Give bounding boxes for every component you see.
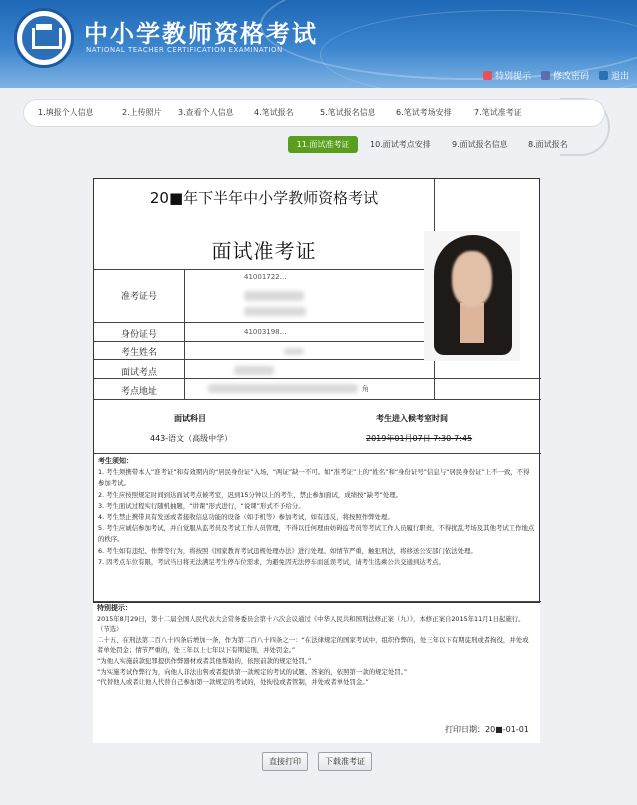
subject-value: 443-语文（高级中学） [150, 434, 233, 443]
step-10[interactable]: 10.面试考点安排 [370, 140, 431, 149]
redacted-region [284, 348, 304, 355]
download-button[interactable]: 下载准考证 [318, 752, 372, 771]
candidate-photo [424, 231, 520, 361]
table-line [184, 269, 185, 399]
note-item: 6. 考生如有违纪、作弊等行为，将按照《国家教育考试违规处理办法》进行处理。如情节严重，触犯刑法，将移送公安部门依法处理。 [98, 546, 477, 555]
alert-icon [483, 71, 492, 80]
table-line [94, 341, 434, 342]
note-item: 2. 考生应按照规定时间到达面试考点候考室，迟到15分钟以上的考生，禁止参加面试，成绩按“缺考”处理。 [98, 490, 403, 499]
special-paragraph: 2015年8月29日，第十二届全国人民代表大会常务委员会第十六次会议通过《中华人民共和国刑法修正案（九）》，本修正案自2015年11月1日起施行。（节选） [97, 614, 525, 634]
exam-title: 20■年下半年中小学教师资格考试 [149, 189, 379, 207]
step-6[interactable]: 6.笔试考场安排 [396, 108, 452, 117]
table-line [94, 601, 541, 602]
field-label-venue: 面试考点 [120, 368, 157, 378]
special-notice [97, 603, 534, 688]
candidate-notes [98, 456, 535, 568]
step-3[interactable]: 3.查看个人信息 [178, 108, 234, 117]
site-header [0, 0, 637, 88]
step-2[interactable]: 2.上传照片 [122, 108, 162, 117]
print-date-value: 20■-01-01 [485, 725, 529, 734]
note-item: 1. 考生须携带本人“准考证”和有效期内的“居民身份证”入场，“两证”缺一不可。如“准考证”上的“姓名”和“身份证号”信息与“居民身份证”上不一致，不得参加考试。 [98, 468, 530, 488]
step-nav-row1 [24, 100, 604, 126]
print-date-label: 打印日期： [445, 725, 485, 734]
action-buttons [262, 752, 372, 771]
subject-header: 面试科目 [174, 414, 206, 423]
site-title: 中小学教师资格考试 [84, 20, 318, 48]
special-notice-link[interactable]: 特别提示 [483, 69, 531, 82]
field-label-id: 身份证号 [120, 330, 157, 340]
print-date [445, 724, 529, 735]
document-title: 面试准考证 [211, 239, 317, 263]
top-links [483, 69, 629, 82]
redacted-region [244, 291, 304, 301]
table-line [94, 378, 541, 379]
special-paragraph: 二十五、在刑法第二百八十四条后增加一条，作为第二百八十四条之一：“在法律规定的国家考试中，组织作弊的，处三年以下有期徒刑或者拘役，并处或者单处罚金；情节严重的，处三年以上七年以下有期徒刑，并处罚金。” [97, 635, 529, 655]
id-number-value: 41003198… [244, 328, 287, 336]
change-password-link[interactable]: 修改密码 [541, 69, 589, 82]
note-item: 7. 因考点车位有限，考试当日将无法满足考生停车位需求，为避免因无法停车而延误考试，请考生选乘公共交通到达考点。 [98, 557, 445, 566]
special-notice-panel [93, 603, 540, 743]
step-7[interactable]: 7.笔试准考证 [474, 108, 522, 117]
site-subtitle: NATIONAL TEACHER CERTIFICATION EXAMINATION [86, 46, 283, 54]
step-9[interactable]: 9.面试报名信息 [452, 140, 508, 149]
time-value: 2019年01月07日 7:30-7:45 [366, 434, 473, 443]
print-button[interactable]: 直接打印 [262, 752, 308, 771]
ticket-number-value: 41001722… [244, 273, 287, 281]
step-5[interactable]: 5.笔试报名信息 [320, 108, 376, 117]
table-line [94, 399, 541, 400]
logout-link[interactable]: 退出 [599, 69, 629, 82]
note-item: 4. 考生禁止携带具有发送或者接收信息功能的设备（如手机等）参加考试，如有违反，将按照作弊处理。 [98, 513, 394, 522]
address-value: 角 [362, 385, 369, 393]
step-4[interactable]: 4.笔试报名 [254, 108, 294, 117]
admission-card [93, 178, 540, 603]
special-paragraph: “为他人实施前款犯罪提供作弊器材或者其他帮助的，依照前款的规定处罚。” [97, 656, 312, 665]
redacted-region [234, 366, 274, 375]
time-header: 考生进入候考室时间 [376, 414, 448, 423]
logout-icon [599, 71, 608, 80]
special-heading: 特别提示： [97, 604, 132, 612]
redacted-region [244, 307, 306, 316]
note-item: 3. 考生面试过程实行随机抽题，“讲课”形式进行，“说课”形式不予给分。 [98, 501, 305, 510]
special-paragraph: “代替他人或者让他人代替自己参加第一款规定的考试的，处拘役或者管制，并处或者单处罚金。” [97, 678, 369, 687]
note-item: 5. 考生应诚信参加考试，并自觉服从监考员及考试工作人员管理，不得以任何理由妨碍监考员等考试工作人员履行职责，不得扰乱考场及其他考试工作地点的秩序。 [98, 524, 535, 544]
field-label-address: 考点地址 [120, 387, 157, 397]
field-label-name: 考生姓名 [120, 348, 157, 358]
table-line [94, 453, 541, 454]
notes-heading: 考生须知： [98, 457, 133, 465]
step-1[interactable]: 1.填报个人信息 [38, 108, 94, 117]
field-label-ticket: 准考证号 [120, 292, 157, 302]
special-paragraph: “为实施考试作弊行为，向他人非法出售或者提供第一款规定的考试的试题、答案的，依照第一款的规定处罚。” [97, 667, 408, 676]
table-line [94, 359, 434, 360]
step-11-active[interactable]: 11.面试准考证 [288, 136, 358, 153]
step-nav-row2 [280, 134, 608, 154]
table-line [94, 269, 434, 270]
exam-logo [14, 8, 74, 68]
key-icon [541, 71, 550, 80]
table-line [94, 322, 434, 323]
step-8[interactable]: 8.面试报名 [528, 140, 568, 149]
redacted-region [208, 384, 358, 393]
